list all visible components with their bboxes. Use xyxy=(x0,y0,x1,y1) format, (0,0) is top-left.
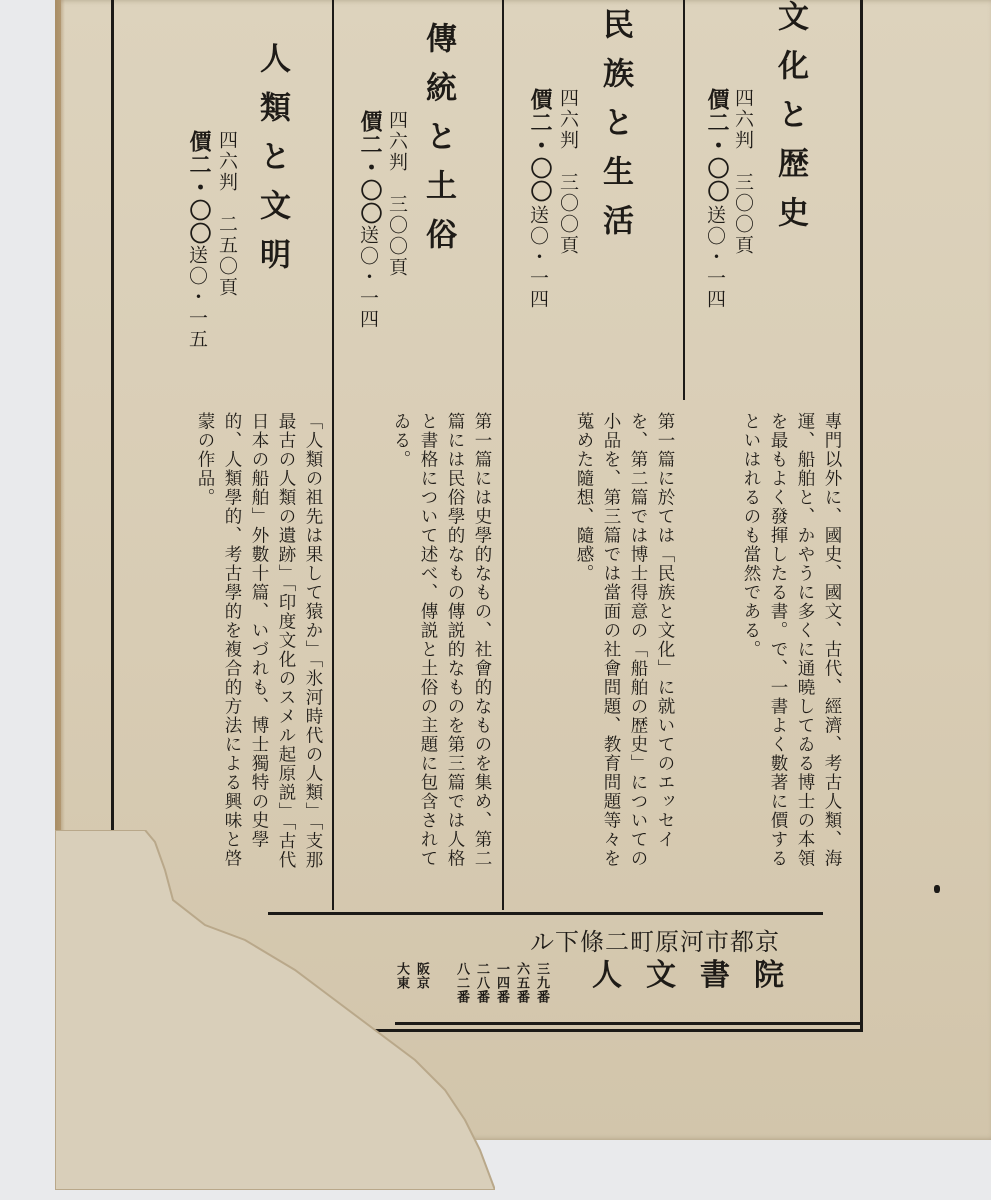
description-humanity-civilization: 「人類の祖先は果して猿か」「氷河時代の人類」「支那最古の人類の遺跡」「印度文化のスメル起原説」「古代日本の船舶」外數十篇、いづれも、博士獨特の史學的、人類學的、考古學的を複合的方法による興味と啓蒙の作品。 xyxy=(195,412,323,870)
book-postage-ethnic-life: 送〇・一四 xyxy=(527,205,549,310)
book-price-tradition-folk: 價二・〇〇 xyxy=(357,110,383,225)
book-postage-culture-history: 送〇・一四 xyxy=(704,205,726,310)
book-price-culture-history: 價二・〇〇 xyxy=(704,88,730,203)
description-tradition-folk: 第一篇には史學的なもの、社會的なものを集め、第二篇には民俗學的なもの傳説的なものを第三篇では人格と書格について述べ、傳説と土俗の主題に包含されてゐる。 xyxy=(391,412,492,868)
divider-vertical-1 xyxy=(683,0,685,400)
book-title-ethnic-life: 民族と生活 xyxy=(597,8,633,253)
divider-vertical-2 xyxy=(502,0,504,910)
phone-label-1: 阪京 xyxy=(414,962,429,990)
book-spec-tradition-folk: 四六判 三〇〇頁 xyxy=(386,110,408,278)
ink-speck xyxy=(934,885,940,893)
book-title-culture-history: 文化と歴史 xyxy=(772,0,808,245)
book-postage-humanity-civilization: 送〇・一五 xyxy=(186,245,208,350)
phone-number-4: 二八番 xyxy=(474,962,489,1004)
divider-vertical-3 xyxy=(332,0,334,910)
book-spec-ethnic-life: 四六判 三〇〇頁 xyxy=(557,88,579,256)
phone-number-5: 八二番 xyxy=(454,962,469,1004)
phone-number-3: 一四番 xyxy=(494,962,509,1004)
publisher-name: 人文書院 xyxy=(592,958,808,993)
book-price-ethnic-life: 價二・〇〇 xyxy=(527,88,553,203)
book-price-humanity-civilization: 價二・〇〇 xyxy=(186,130,212,245)
description-culture-history: 專門以外に、國史、國文、古代、經濟、考古人類、海運、船舶と、かやうに多くに通曉してゐる博士の本領を最もよく發揮したる書。で、一書よく數著に價するといはれるのも當然である。 xyxy=(741,412,842,868)
book-spec-culture-history: 四六判 三〇〇頁 xyxy=(732,88,754,256)
phone-label-2: 大東 xyxy=(394,962,409,990)
book-title-tradition-folk: 傳統と土俗 xyxy=(420,22,456,267)
phone-number-2: 六五番 xyxy=(514,962,529,1004)
torn-paper-corner xyxy=(55,830,495,1190)
phone-number-1: 三九番 xyxy=(534,962,549,1004)
book-postage-tradition-folk: 送〇・一四 xyxy=(357,225,379,330)
description-ethnic-life: 第一篇に於ては「民族と文化」に就いてのエッセイを、第二篇では博士得意の「船舶の歴史」についての小品を、第三篇では當面の社會問題、教育問題等々を蒐めた隨想、隨感。 xyxy=(574,412,675,868)
book-spec-humanity-civilization: 四六判 二五〇頁 xyxy=(216,130,238,298)
publisher-address: 京都市河原町二條下ル xyxy=(530,928,780,956)
book-title-humanity-civilization: 人類と文明 xyxy=(254,42,290,287)
